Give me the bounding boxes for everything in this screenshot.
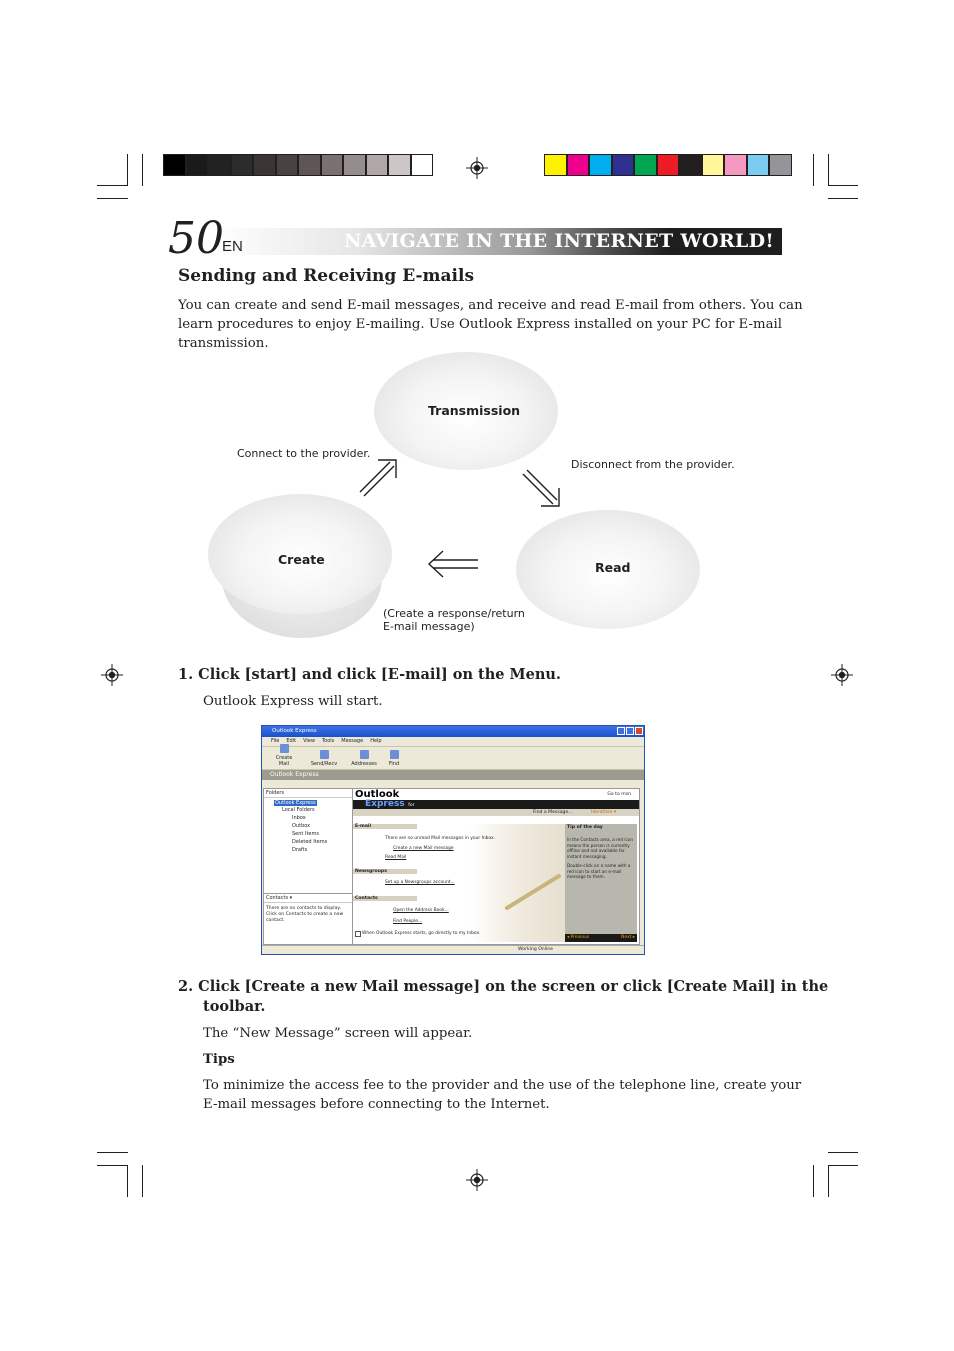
oe-banner xyxy=(353,789,639,815)
create-new-mail-link[interactable]: Create a new Mail message xyxy=(393,846,454,851)
minimize-button[interactable] xyxy=(617,727,625,735)
registration-mark-icon xyxy=(466,157,488,179)
addresses-button[interactable] xyxy=(350,750,378,769)
maximize-button[interactable] xyxy=(626,727,634,735)
crop-mark xyxy=(127,1165,128,1197)
startup-inbox-text: When Outlook Express starts, go directly to my Inbox. xyxy=(362,931,481,936)
folder-item[interactable]: Deleted Items xyxy=(292,839,328,845)
intro-line: transmission. xyxy=(178,336,269,351)
section-title-bar xyxy=(214,228,782,255)
crop-mark xyxy=(142,1165,143,1197)
previous-tip-button[interactable]: ◂ Previous xyxy=(567,935,590,940)
crop-mark xyxy=(828,1152,858,1153)
crop-mark xyxy=(142,154,143,186)
menu-file[interactable]: File xyxy=(271,738,280,744)
crop-mark xyxy=(97,1152,128,1153)
crop-mark xyxy=(828,154,829,186)
arrow-left-icon xyxy=(425,548,481,580)
crop-mark xyxy=(127,154,128,186)
find-message-link[interactable]: Find a Message... xyxy=(533,810,573,815)
page-heading: Sending and Receiving E-mails xyxy=(178,266,475,286)
transmission-label: Transmission xyxy=(428,403,521,418)
crop-mark xyxy=(828,1165,858,1166)
disconnect-label: Disconnect from the provider. xyxy=(571,458,735,471)
pen-illustration-icon xyxy=(503,872,563,912)
read-mail-link[interactable]: Read Mail xyxy=(385,855,407,860)
contacts-empty-text: There are no contacts to display. Click on Contacts to create a new contact. xyxy=(266,906,344,923)
crop-mark xyxy=(97,1165,128,1166)
tip-text: In the Contacts area, a red icon means the person is currently offline and not available for instant messaging. xyxy=(567,837,634,859)
window-title-bar xyxy=(262,726,644,737)
find-button[interactable] xyxy=(380,750,408,769)
find-message-bar xyxy=(353,809,639,816)
content-pane xyxy=(352,788,640,945)
email-section-label: E-mail xyxy=(353,824,417,829)
newsgroups-section-label: Newsgroups xyxy=(353,869,417,874)
folder-pane xyxy=(263,788,353,945)
contacts-header[interactable]: Contacts ▾ xyxy=(264,893,354,903)
crop-mark xyxy=(828,198,858,199)
oe-logo-bar xyxy=(353,800,639,809)
create-mail-button[interactable] xyxy=(270,744,298,769)
tip-of-the-day-pane xyxy=(565,824,637,942)
main-area xyxy=(353,824,565,942)
tip-title: Tip of the day xyxy=(567,825,603,830)
go-to-msn-link[interactable]: Go to msn xyxy=(607,792,631,797)
email-status-text: There are no unread Mail messages in your Inbox. xyxy=(385,836,495,841)
address-book-icon xyxy=(360,750,369,759)
send-recv-button[interactable] xyxy=(310,750,338,769)
send-recv-label: Send/Recv xyxy=(310,761,338,767)
create-mail-label: Create Mail xyxy=(275,755,293,767)
send-recv-icon xyxy=(320,750,329,759)
find-people-link[interactable]: Find People... xyxy=(393,919,423,924)
color-bar xyxy=(544,154,792,176)
folder-item[interactable]: Drafts xyxy=(292,847,308,853)
read-label: Read xyxy=(595,560,631,575)
connect-label: Connect to the provider. xyxy=(237,447,371,460)
tips-label: Tips xyxy=(203,1052,235,1067)
window-title: Outlook Express xyxy=(272,728,317,734)
status-bar xyxy=(262,945,644,954)
folder-item[interactable]: Local Folders xyxy=(282,807,315,813)
create-mail-icon xyxy=(280,744,289,753)
contacts-section-label: Contacts xyxy=(353,896,417,901)
status-text: Working Online xyxy=(518,947,554,952)
outlook-express-screenshot xyxy=(261,725,645,955)
registration-mark-icon xyxy=(101,664,123,686)
folder-item[interactable]: Outlook Express xyxy=(275,800,316,806)
arrow-down-right-icon xyxy=(519,466,563,510)
logo-outlook: Outlook xyxy=(355,789,400,800)
crop-mark xyxy=(813,1165,814,1197)
folder-item[interactable]: Outbox xyxy=(292,823,311,829)
toolbar xyxy=(262,747,644,770)
step-2-text: The “New Message” screen will appear. xyxy=(203,1026,473,1041)
tip-nav xyxy=(565,934,637,942)
folders-label: Folders xyxy=(264,789,352,798)
address-book-link[interactable]: Open the Address Book... xyxy=(393,908,449,913)
intro-line: learn procedures to enjoy E-mailing. Use Outlook Express installed on your PC for E-mail xyxy=(178,317,783,332)
intro-line: You can create and send E-mail messages, and receive and read E-mail from others. You can xyxy=(178,298,803,313)
menu-message[interactable]: Message xyxy=(341,738,364,744)
tip-text: Double-click on a name with a red icon to start an e-mail message to them. xyxy=(567,863,631,879)
tips-text: To minimize the access fee to the provider and the use of the telephone line, create your xyxy=(203,1078,802,1093)
response-label-line: E-mail message) xyxy=(383,620,475,633)
menu-view[interactable]: View xyxy=(303,738,315,744)
identities-link[interactable]: Identities ▾ xyxy=(591,810,617,815)
registration-mark-icon xyxy=(466,1169,488,1191)
folder-item[interactable]: Sent Items xyxy=(292,831,319,837)
create-label: Create xyxy=(278,552,325,567)
menu-help[interactable]: Help xyxy=(370,738,382,744)
startup-inbox-checkbox[interactable] xyxy=(355,931,361,937)
step-1-text: Outlook Express will start. xyxy=(203,694,383,709)
crop-mark xyxy=(97,198,128,199)
language-code: EN xyxy=(222,238,243,255)
menu-tools[interactable]: Tools xyxy=(321,738,335,744)
grayscale-bar xyxy=(163,154,433,176)
menu-bar xyxy=(262,737,644,747)
registration-mark-icon xyxy=(831,664,853,686)
folder-item[interactable]: Inbox xyxy=(292,815,306,821)
arrow-up-right-icon xyxy=(356,456,400,500)
crop-mark xyxy=(828,1165,829,1197)
find-icon xyxy=(390,750,399,759)
logo-for: for xyxy=(408,803,415,808)
window-controls xyxy=(617,727,643,735)
next-tip-button[interactable]: Next ▸ xyxy=(621,935,635,940)
crop-mark xyxy=(97,185,128,186)
crop-mark xyxy=(828,185,858,186)
section-header: Outlook Express xyxy=(262,770,644,780)
newsgroups-setup-link[interactable]: Set up a Newsgroups account... xyxy=(385,880,455,885)
crop-mark xyxy=(813,154,814,186)
close-button[interactable] xyxy=(635,727,643,735)
logo-express: Express xyxy=(365,799,405,809)
section-title: NAVIGATE IN THE INTERNET WORLD! xyxy=(344,230,774,252)
page-number: 50 xyxy=(168,213,224,264)
tips-text: E-mail messages before connecting to the Internet. xyxy=(203,1097,550,1112)
step-2-title-cont: toolbar. xyxy=(203,998,266,1015)
addresses-label: Addresses xyxy=(351,761,377,767)
find-label: Find xyxy=(388,761,400,767)
step-1-title: 1. Click [start] and click [E-mail] on the Menu. xyxy=(178,666,561,683)
response-label-line: (Create a response/return xyxy=(383,607,525,620)
menu-edit[interactable]: Edit xyxy=(286,738,297,744)
step-2-title: 2. Click [Create a new Mail message] on the screen or click [Create Mail] in the xyxy=(178,978,829,995)
